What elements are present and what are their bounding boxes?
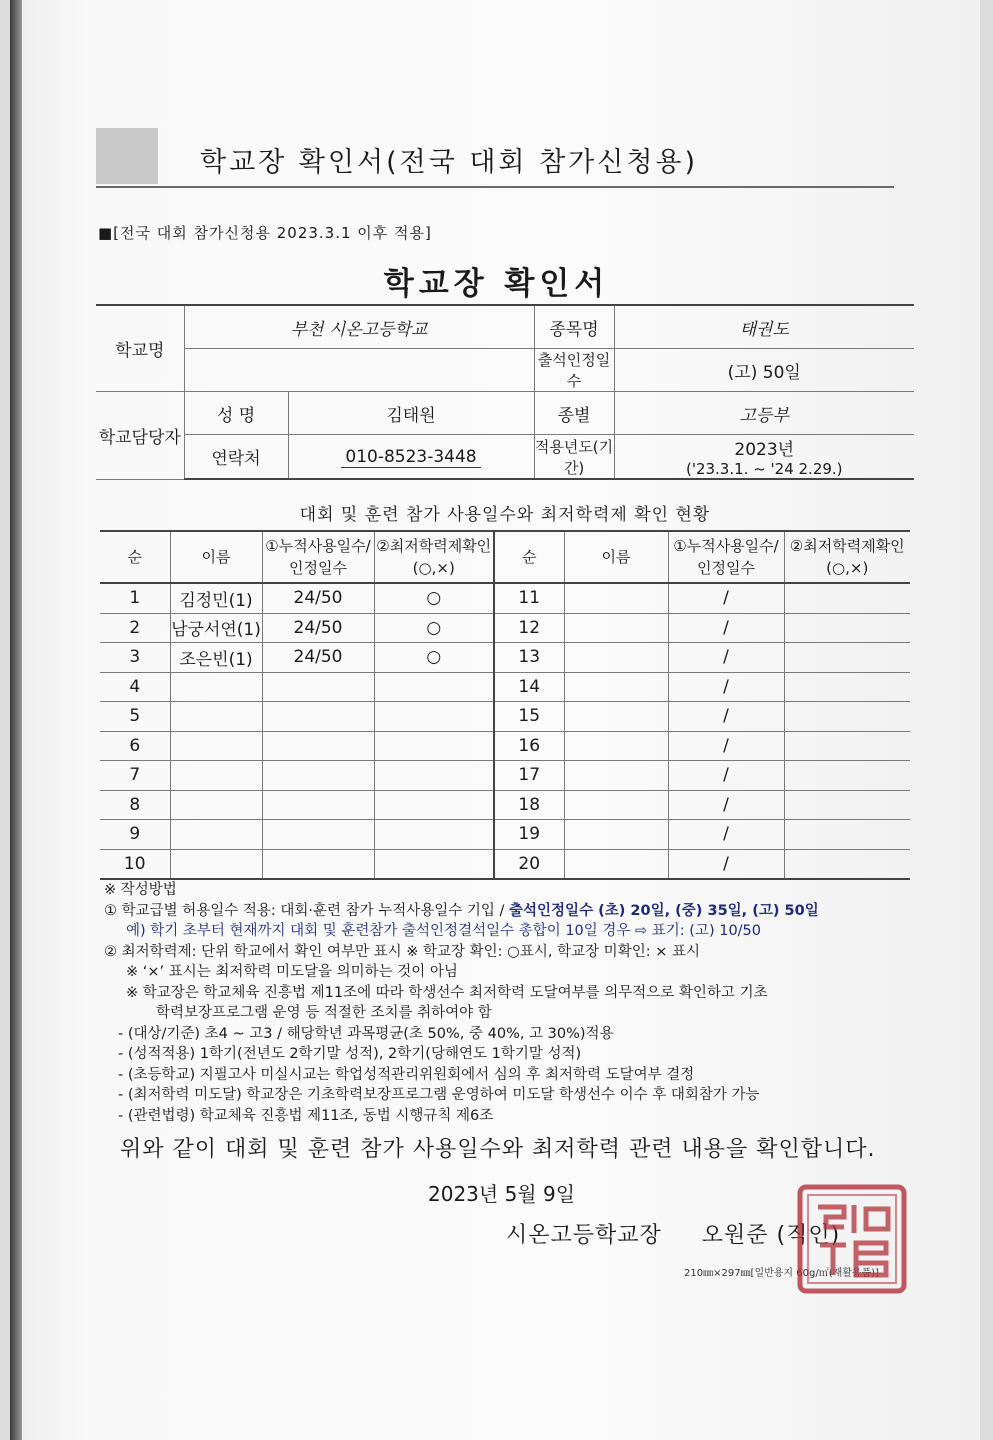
- school-label: 학교명: [96, 305, 184, 392]
- table-row: [100, 672, 910, 702]
- notes-heading: ※ 작성방법: [104, 882, 177, 898]
- cell-check: [374, 731, 494, 761]
- note-4: ※ 학교장은 학교체육 진흥법 제11조에 따라 학생선수 최저학력 도달여부를 의무적으로 확인하고 기초: [126, 984, 768, 1001]
- name-label: 성 명: [184, 392, 288, 435]
- cell-days: [262, 702, 374, 732]
- year-value: 2023년: [734, 440, 795, 460]
- cell-days: [262, 731, 374, 761]
- cell-right-check: [784, 820, 910, 850]
- cell-right-check: [784, 613, 910, 643]
- cell-right-name: [564, 731, 668, 761]
- cell-days: [262, 790, 374, 820]
- cell-right-days: /: [668, 583, 784, 613]
- cell-name: 김정민(1): [170, 583, 262, 613]
- cell-right-check: [784, 702, 910, 732]
- cell-no: 7: [100, 761, 170, 791]
- table-row: [100, 643, 910, 673]
- note-2: ② 최저학력제: 단위 학교에서 확인 여부만 표시 ※ 학교장 확인: ○표시, 학교장 미확인: × 표시: [104, 943, 700, 960]
- cell-check: ○: [374, 643, 494, 673]
- cell-right-name: [564, 702, 668, 732]
- table-row: [100, 583, 910, 613]
- year-cell: [614, 435, 914, 480]
- cell-name: [170, 672, 262, 702]
- division-label: 종별: [534, 392, 614, 435]
- cell-check: [374, 761, 494, 791]
- cell-right-name: [564, 613, 668, 643]
- name-value: 김태원: [288, 392, 534, 435]
- table-row: [100, 849, 910, 879]
- note-dash-5: - (관련법령) 학교체육 진흥법 제11조, 동법 시행규칙 제6조: [118, 1107, 494, 1124]
- confirmation-statement: 위와 같이 대회 및 훈련 참가 사용일수와 최저학력 관련 내용을 확인합니다.: [120, 1137, 876, 1162]
- cell-check: [374, 672, 494, 702]
- note-dash-4: - (최저학력 미도달) 학교장은 기초학력보장프로그램 운영하여 미도달 학생선수 이수 후 대회참가 가능: [118, 1087, 760, 1103]
- note-1-text: ① 학교급별 허용일수 적용: 대회·훈련 참가 누적사용일수 기입 /: [104, 902, 505, 919]
- cell-right-name: [564, 583, 668, 613]
- cell-name: [170, 820, 262, 850]
- cell-right-check: [784, 731, 910, 761]
- contact-label: 연락처: [184, 435, 288, 480]
- year-period: ('23.3.1. ~ '24 2.29.): [685, 460, 843, 478]
- cell-right-no: 11: [494, 583, 564, 613]
- table-row: [100, 613, 910, 643]
- table-row: [100, 702, 910, 732]
- cell-days: 24/50: [262, 613, 374, 643]
- header-check-right: ②최저학력제확인(○,×): [784, 531, 910, 583]
- attend-value: (고) 50일: [614, 349, 914, 392]
- signing-date: 2023년 5월 9일: [428, 1182, 576, 1206]
- cell-right-name: [564, 849, 668, 879]
- cell-right-days: /: [668, 820, 784, 850]
- cell-name: 조은빈(1): [170, 643, 262, 673]
- cell-right-days: /: [668, 672, 784, 702]
- cell-check: [374, 820, 494, 850]
- event-label: 종목명: [534, 305, 614, 349]
- cell-right-check: [784, 643, 910, 673]
- cell-no: 10: [100, 849, 170, 879]
- cell-right-no: 19: [494, 820, 564, 850]
- paper-spec: 210㎜×297㎜[일반용지 60g/㎡(재활용품)]: [684, 1268, 880, 1279]
- cell-name: [170, 849, 262, 879]
- participation-table: [100, 530, 910, 880]
- cell-right-days: /: [668, 702, 784, 732]
- participation-rows: [100, 583, 910, 879]
- cell-right-name: [564, 790, 668, 820]
- cell-right-name: [564, 672, 668, 702]
- header-days-right: ①누적사용일수/인정일수: [668, 531, 784, 583]
- cell-no: 9: [100, 820, 170, 850]
- header-no: 순: [100, 531, 170, 583]
- event-value: 태권도: [614, 305, 914, 349]
- cell-right-days: /: [668, 849, 784, 879]
- cell-name: [170, 761, 262, 791]
- cell-no: 3: [100, 643, 170, 673]
- header-days: ①누적사용일수/인정일수: [262, 531, 374, 583]
- cell-right-no: 20: [494, 849, 564, 879]
- cell-no: 8: [100, 790, 170, 820]
- cell-check: [374, 790, 494, 820]
- cell-right-no: 15: [494, 702, 564, 732]
- header-check: ②최저학력제확인(○,×): [374, 531, 494, 583]
- table-row: [100, 820, 910, 850]
- cell-right-days: /: [668, 761, 784, 791]
- cell-check: ○: [374, 583, 494, 613]
- cell-check: ○: [374, 613, 494, 643]
- cell-right-name: [564, 643, 668, 673]
- cell-check: [374, 849, 494, 879]
- principal-name: 오원준 (직인): [701, 1223, 841, 1248]
- cell-right-no: 13: [494, 643, 564, 673]
- page-header-title: 학교장 확인서(전국 대회 참가신청용): [200, 147, 699, 178]
- contact-value: 010-8523-3448: [341, 447, 480, 468]
- table-row: [100, 790, 910, 820]
- cell-right-name: [564, 820, 668, 850]
- school-principal-title: 시온고등학교장: [506, 1223, 662, 1248]
- info-table: [96, 304, 914, 480]
- cell-right-check: [784, 761, 910, 791]
- cell-no: 4: [100, 672, 170, 702]
- cell-right-check: [784, 672, 910, 702]
- note-dash-1: - (대상/기준) 초4 ~ 고3 / 해당학년 과목평균(초 50%, 중 40%, 고 30%)적용: [118, 1025, 614, 1042]
- cell-right-check: [784, 790, 910, 820]
- cell-right-check: [784, 583, 910, 613]
- header-name-right: 이름: [564, 531, 668, 583]
- cell-right-days: /: [668, 731, 784, 761]
- apply-note: ■[전국 대회 참가신청용 2023.3.1 이후 적용]: [98, 224, 432, 242]
- cell-days: [262, 672, 374, 702]
- note-1-highlight: 출석인정일수 (초) 20일, (중) 35일, (고) 50일: [509, 902, 819, 919]
- note-4-cont: 학력보장프로그램 운영 등 적절한 조치를 취하여야 함: [156, 1005, 492, 1021]
- cell-days: [262, 849, 374, 879]
- cell-check: [374, 702, 494, 732]
- table-row: [100, 731, 910, 761]
- division-value: 고등부: [614, 392, 914, 435]
- cell-name: 남궁서연(1): [170, 613, 262, 643]
- cell-right-days: /: [668, 613, 784, 643]
- cell-right-no: 12: [494, 613, 564, 643]
- header-no-right: 순: [494, 531, 564, 583]
- manager-label: 학교담당자: [96, 392, 184, 480]
- cell-name: [170, 731, 262, 761]
- note-3: ※ ‘×’ 표시는 최저학력 미도달을 의미하는 것이 아님: [126, 964, 458, 980]
- instructions: [104, 880, 924, 1126]
- cell-no: 2: [100, 613, 170, 643]
- contact-cell: [288, 435, 534, 480]
- note-dash-2: - (성적적용) 1학기(전년도 2학기말 성적), 2학기(당해연도 1학기말 성적): [118, 1046, 582, 1062]
- page-edge-shadow: [10, 0, 22, 1440]
- cell-right-name: [564, 761, 668, 791]
- cell-right-no: 16: [494, 731, 564, 761]
- cell-name: [170, 702, 262, 732]
- school-value: 부천 시온고등학교: [184, 305, 534, 349]
- header-name: 이름: [170, 531, 262, 583]
- cell-right-no: 18: [494, 790, 564, 820]
- note-1: [104, 901, 924, 922]
- signature-line: [506, 1218, 840, 1249]
- cell-right-no: 14: [494, 672, 564, 702]
- year-label: 적용년도(기간): [534, 435, 614, 480]
- header-divider: [96, 186, 894, 188]
- school-value-cont: [184, 349, 534, 392]
- cell-days: 24/50: [262, 643, 374, 673]
- official-seal-icon: [796, 1183, 908, 1295]
- section-title: 대회 및 훈련 참가 사용일수와 최저학력제 확인 현황: [299, 505, 711, 525]
- cell-right-check: [784, 849, 910, 879]
- attend-label: 출석인정일수: [534, 349, 614, 392]
- cell-days: [262, 761, 374, 791]
- cell-no: 6: [100, 731, 170, 761]
- cell-right-days: /: [668, 643, 784, 673]
- cell-name: [170, 790, 262, 820]
- note-1-example: 예) 학기 초부터 현재까지 대회 및 훈련참가 출석인정결석일수 총합이 10일 경우 ⇨ 표기: (고) 10/50: [126, 923, 762, 939]
- cell-right-no: 17: [494, 761, 564, 791]
- note-dash-3: - (초등학교) 지필고사 미실시교는 학업성적관리위원회에서 심의 후 최저학력 도달여부 결정: [118, 1066, 695, 1083]
- cell-right-days: /: [668, 790, 784, 820]
- cell-no: 5: [100, 702, 170, 732]
- header-gray-block: [96, 128, 158, 184]
- cell-no: 1: [100, 583, 170, 613]
- table-row: [100, 761, 910, 791]
- cell-days: 24/50: [262, 583, 374, 613]
- document-title: 학교장 확인서: [383, 266, 610, 302]
- cell-days: [262, 820, 374, 850]
